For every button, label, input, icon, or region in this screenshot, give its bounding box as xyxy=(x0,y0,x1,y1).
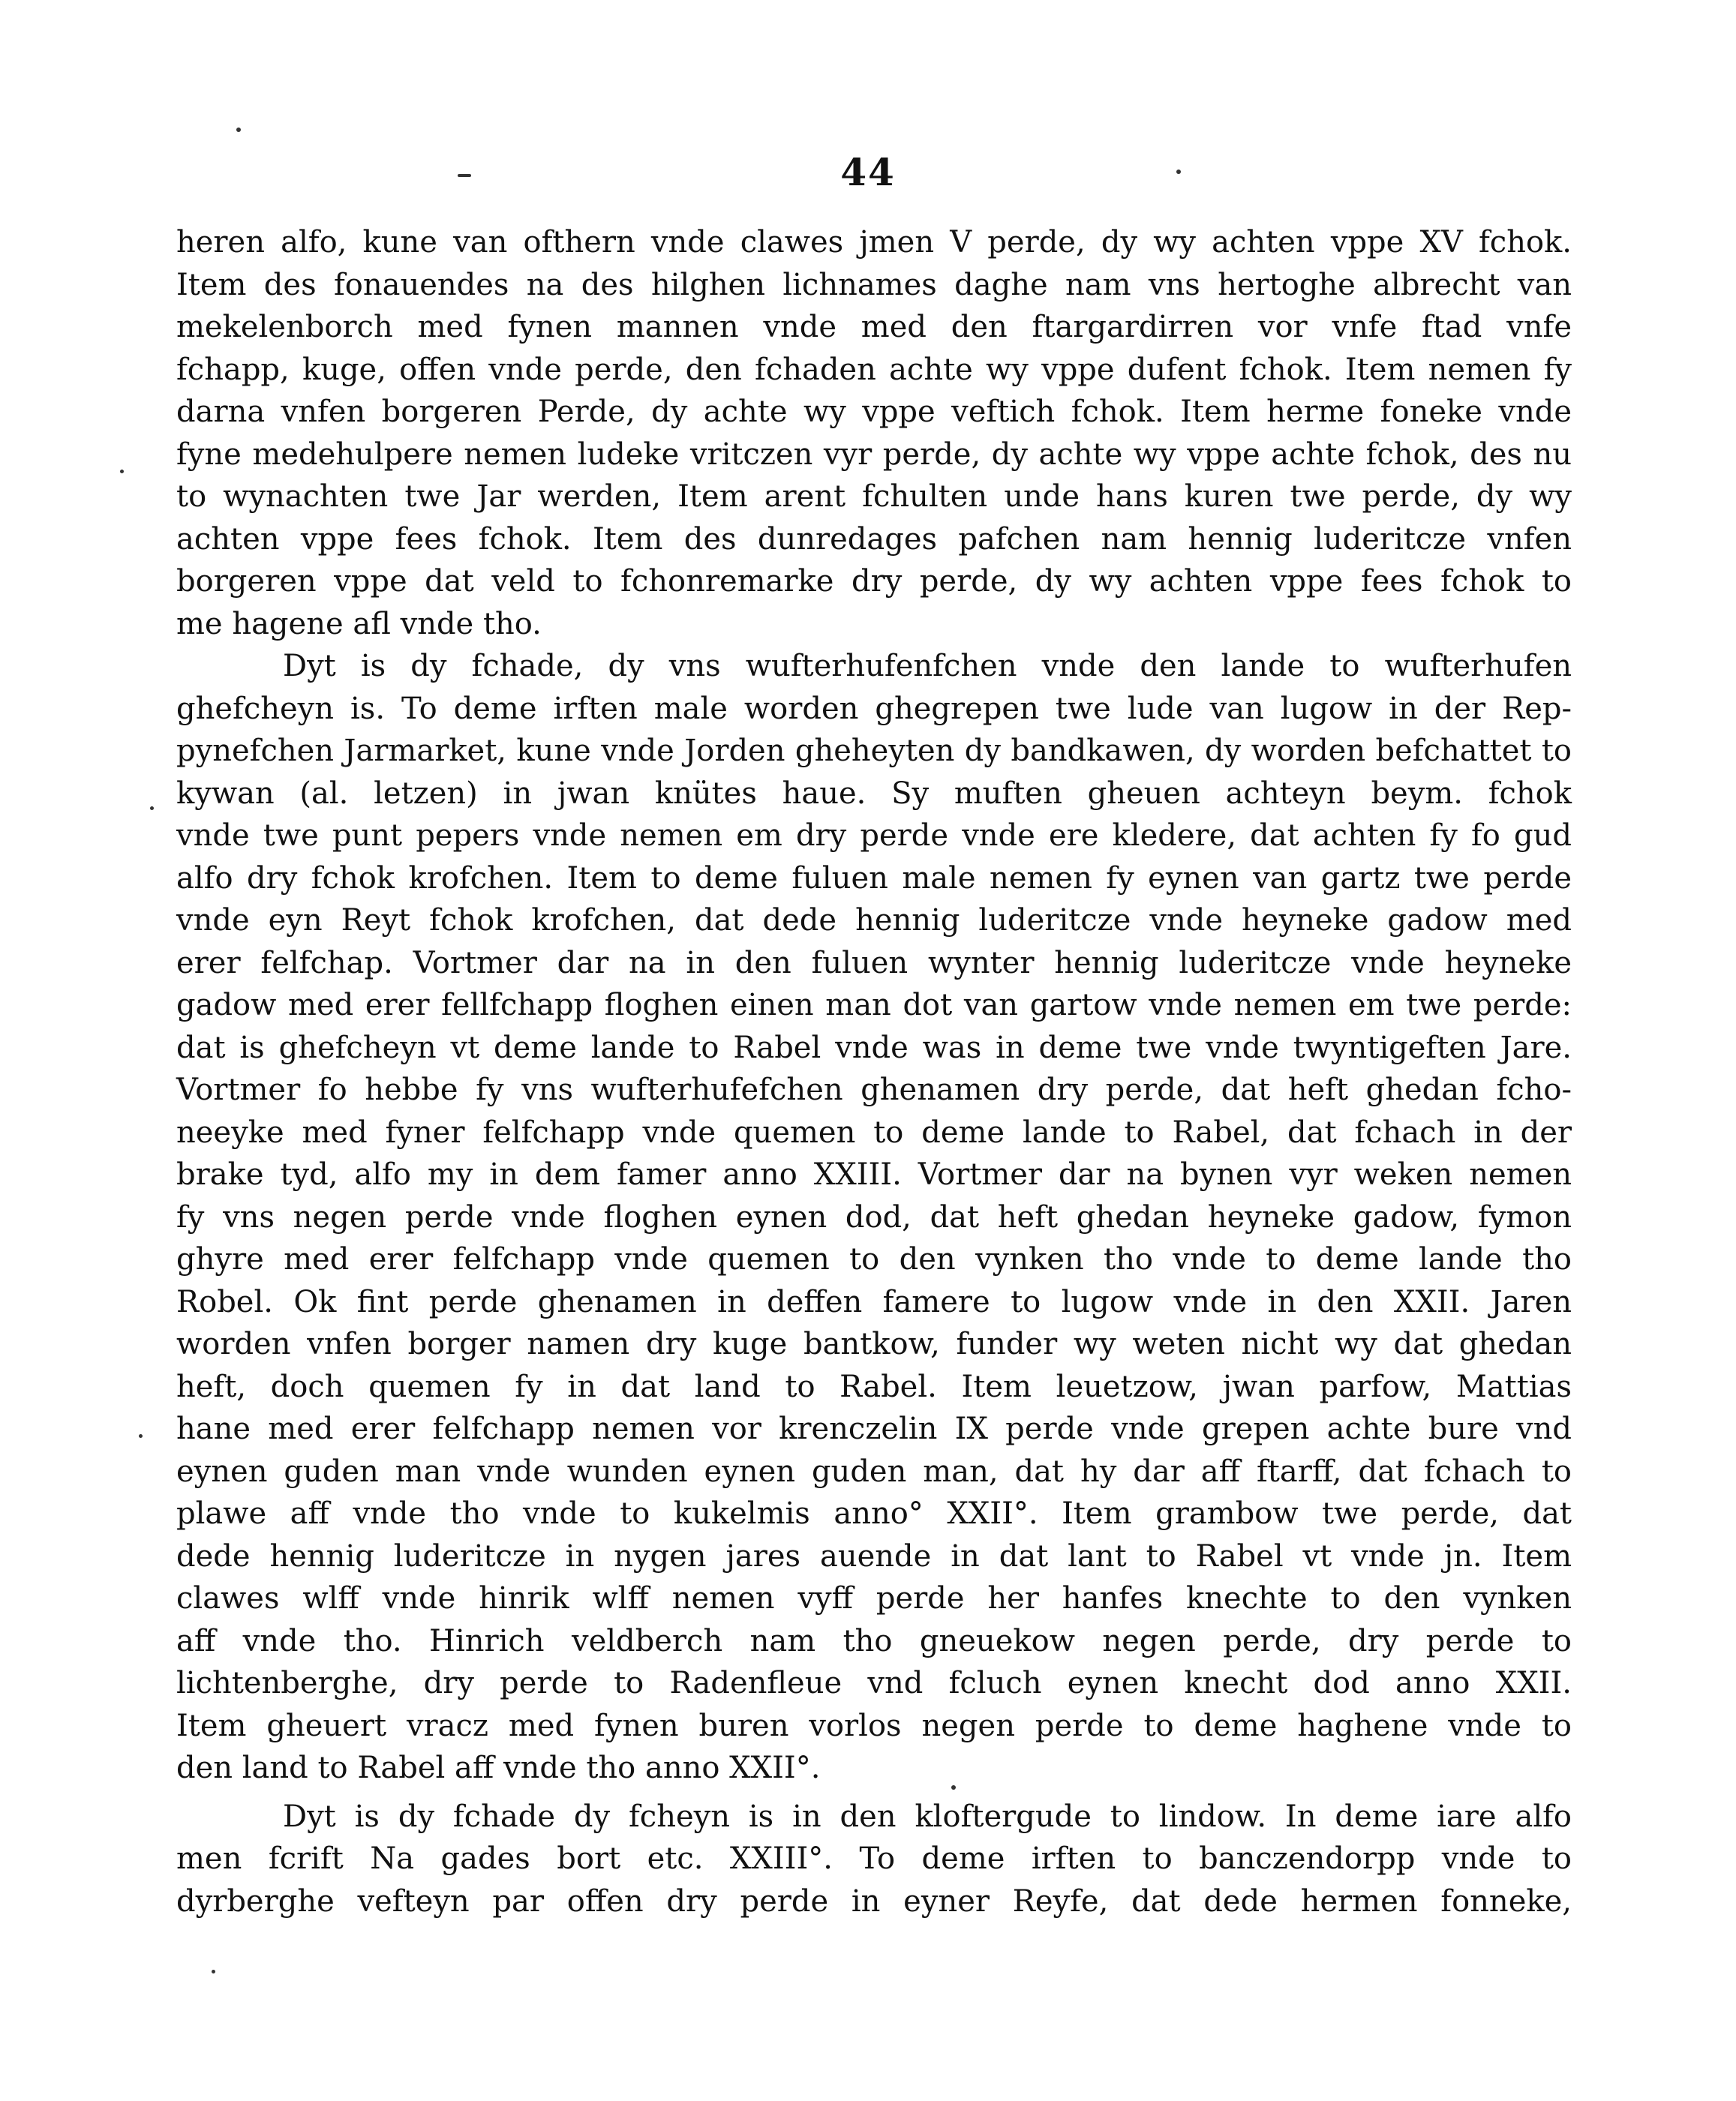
text-line: fy vns negen perde vnde floghen eynen dod, dat heft ghedan heyneke gadow, fymon xyxy=(176,1199,1572,1235)
text-line: Item des fonauendes na des hilghen lichnames daghe nam vns hertoghe albrecht van xyxy=(176,267,1572,302)
scan-speck xyxy=(236,128,241,132)
text-line: aff vnde tho. Hinrich veldberch nam tho gneuekow negen perde, dry perde to xyxy=(176,1623,1572,1658)
text-line: vnde twe punt pepers vnde nemen em dry perde vnde ere kledere, dat achten fy fo gud xyxy=(176,818,1572,853)
scan-speck xyxy=(458,174,471,177)
text-line: Vortmer fo hebbe fy vns wufterhufefchen ghenamen dry perde, dat heft ghedan fcho- xyxy=(176,1073,1572,1107)
text-line: dede hennig luderitcze in nygen jares auende in dat lant to Rabel vt vnde jn. Item xyxy=(176,1538,1572,1574)
page-number: 44 xyxy=(840,150,896,194)
text-line: fyne medehulpere nemen ludeke vritczen vyr perde, dy achte wy vppe achte fchok, des nu xyxy=(176,437,1572,472)
text-line: mekelenborch med fynen mannen vnde med den ftargardirren vor vnfe ftad vnfe xyxy=(176,310,1572,344)
text-line: clawes wlff vnde hinrik wlff nemen vyff perde her hanfes knechte to den vynken xyxy=(176,1581,1572,1616)
paragraph-gap xyxy=(176,1790,1572,1796)
scan-speck xyxy=(212,1970,215,1973)
text-line: gadow med erer fellfchapp floghen einen man dot van gartow vnde nemen em twe perde: xyxy=(176,988,1572,1022)
text-line: Dyt is dy fchade dy fcheyn is in den kloftergude to lindow. In deme iare alfo xyxy=(283,1799,1572,1834)
text-line: eynen guden man vnde wunden eynen guden man, dat hy dar aff ftarff, dat fchach to xyxy=(176,1454,1572,1489)
text-line: heren alfo, kune van ofthern vnde clawes jmen V perde, dy wy achten vppe XV fchok. xyxy=(176,225,1572,260)
text-line: Dyt is dy fchade, dy vns wufterhufenfchen vnde den lande to wufterhufen xyxy=(283,649,1572,683)
text-line: to wynachten twe Jar werden, Item arent fchulten unde hans kuren twe perde, dy wy xyxy=(176,479,1572,514)
text-line: darna vnfen borgeren Perde, dy achte wy vppe veftich fchok. Item herme foneke vnde xyxy=(176,395,1572,429)
text-line: dyrberghe vefteyn par offen dry perde in eyner Reyfe, dat dede hermen fonneke, xyxy=(176,1883,1572,1919)
text-line: den land to Rabel aff vnde tho anno XXII°. xyxy=(176,1751,821,1785)
text-line: alfo dry fchok krofchen. Item to deme fuluen male nemen fy eynen van gartz twe perde xyxy=(176,860,1572,896)
text-line: brake tyd, alfo my in dem famer anno XXIII. Vortmer dar na bynen vyr weken nemen xyxy=(176,1157,1572,1192)
text-line: Robel. Ok fint perde ghenamen in deffen famere to lugow vnde in den XXII. Jaren xyxy=(176,1284,1572,1319)
text-line: neeyke med fyner felfchapp vnde quemen to deme lande to Rabel, dat fchach in der xyxy=(176,1115,1572,1150)
text-line: men fcrift Na gades bort etc. XXIII°. To deme irften to banczendorpp vnde to xyxy=(176,1841,1572,1876)
text-line: fchapp, kuge, offen vnde perde, den fchaden achte wy vppe dufent fchok. Item nemen fy xyxy=(176,352,1572,387)
text-line: ghyre med erer felfchapp vnde quemen to den vynken tho vnde to deme lande tho xyxy=(176,1242,1572,1277)
text-line: ghefcheyn is. To deme irften male worden ghegrepen twe lude van lugow in der Rep- xyxy=(176,691,1572,726)
text-line: achten vppe fees fchok. Item des dunredages pafchen nam hennig luderitcze vnfen xyxy=(176,521,1572,557)
scan-speck xyxy=(1176,170,1181,174)
page-body xyxy=(176,221,1572,1922)
scan-speck xyxy=(139,1434,143,1438)
paragraph-3 xyxy=(176,1796,1572,1923)
paragraph-2 xyxy=(176,645,1572,1790)
text-line: kywan (al. letzen) in jwan knütes haue. Sy muften gheuen achteyn beym. fchok xyxy=(176,776,1572,811)
text-line: vnde eyn Reyt fchok krofchen, dat dede hennig luderitcze vnde heyneke gadow med xyxy=(176,903,1572,938)
text-line: pynefchen Jarmarket, kune vnde Jorden gheheyten dy bandkawen, dy worden befchattet to xyxy=(176,734,1572,768)
text-line: plawe aff vnde tho vnde to kukelmis anno° XXII°. Item grambow twe perde, dat xyxy=(176,1496,1572,1531)
text-line: dat is ghefcheyn vt deme lande to Rabel vnde was in deme twe vnde twyntigeften Jare. xyxy=(176,1030,1572,1065)
text-line: me hagene afl vnde tho. xyxy=(176,606,542,641)
paragraph-1 xyxy=(176,221,1572,645)
text-line: heft, doch quemen fy in dat land to Rabel. Item leuetzow, jwan parfow, Mattias xyxy=(176,1369,1572,1404)
text-line: lichtenberghe, dry perde to Radenfleue vnd fcluch eynen knecht dod anno XXII. xyxy=(176,1666,1572,1700)
text-line: hane med erer felfchapp nemen vor krenczelin IX perde vnde grepen achte bure vnd xyxy=(176,1412,1572,1446)
text-line: erer felfchap. Vortmer dar na in den fuluen wynter hennig luderitcze vnde heyneke xyxy=(176,945,1572,980)
scan-speck xyxy=(951,1785,956,1790)
text-line: Item gheuert vracz med fynen buren vorlos negen perde to deme haghene vnde to xyxy=(176,1708,1572,1743)
scan-speck xyxy=(150,806,154,810)
text-line: borgeren vppe dat veld to fchonremarke dry perde, dy wy achten vppe fees fchok to xyxy=(176,564,1572,599)
scan-speck xyxy=(120,470,124,473)
text-line: worden vnfen borger namen dry kuge bantkow, funder wy weten nicht wy dat ghedan xyxy=(176,1327,1572,1361)
